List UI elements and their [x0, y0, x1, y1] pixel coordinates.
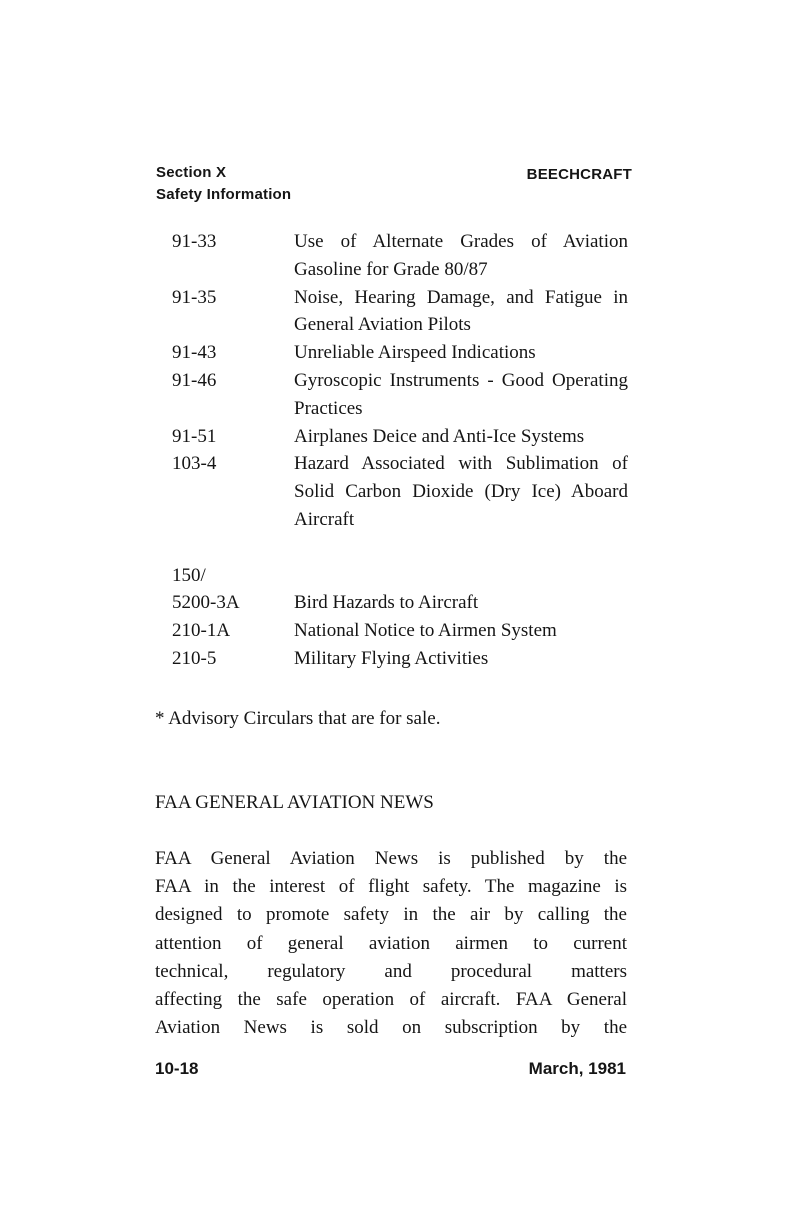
- list-item: [172, 589, 632, 617]
- paragraph-line: technical, regulatory and procedural matters: [155, 960, 627, 982]
- circular-number: 210-1A: [172, 620, 231, 642]
- circular-title: Bird Hazards to Aircraft: [294, 592, 479, 614]
- news-heading: FAA GENERAL AVIATION NEWS: [155, 792, 434, 813]
- paragraph-line: affecting the safe operation of aircraft. FAA General: [155, 989, 627, 1011]
- list-item: [172, 450, 632, 533]
- paragraph-line: designed to promote safety in the air by calling the: [155, 904, 627, 926]
- list-item: [172, 339, 632, 367]
- circular-title: [294, 562, 628, 590]
- list-item: [172, 228, 632, 284]
- footnote: * Advisory Circulars that are for sale.: [155, 708, 441, 729]
- list-item: [172, 562, 632, 590]
- circular-number: 91-46: [172, 369, 217, 391]
- page-number: 10-18: [155, 1059, 199, 1078]
- section-label: Section X: [156, 164, 227, 181]
- circular-title: Military Flying Activities: [294, 647, 489, 669]
- circular-number: 91-51: [172, 425, 217, 447]
- circular-title: Gyroscopic Instruments - Good Operating Practices: [294, 369, 628, 419]
- circular-number: 150/: [172, 564, 206, 586]
- publication-date: March, 1981: [528, 1059, 626, 1078]
- news-paragraph: [155, 845, 627, 1042]
- circular-title: National Notice to Airmen System: [294, 620, 557, 642]
- list-item: [172, 423, 632, 451]
- list-item: [172, 367, 632, 423]
- circular-title: Use of Alternate Grades of Aviation Gasoline for Grade 80/87: [294, 231, 628, 280]
- list-spacer: [172, 534, 632, 562]
- circular-number: 103-4: [172, 453, 217, 475]
- brand-label: BEECHCRAFT: [526, 166, 632, 183]
- circular-number: 91-33: [172, 231, 217, 252]
- list-item: [172, 645, 632, 673]
- list-item: [172, 284, 632, 340]
- list-item: [172, 617, 632, 645]
- paragraph-line: Aviation News is sold on subscription by the: [155, 1017, 627, 1039]
- section-subtitle: Safety Information: [156, 186, 292, 203]
- paragraph-line: FAA in the interest of flight safety. The magazine is: [155, 876, 627, 898]
- paragraph-line: FAA General Aviation News is published by the: [155, 848, 627, 869]
- paragraph-line: attention of general aviation airmen to current: [155, 932, 627, 954]
- circular-number: 91-35: [172, 286, 217, 308]
- circular-number: 91-43: [172, 342, 217, 364]
- advisory-circular-list: [172, 228, 632, 673]
- circular-title: Unreliable Airspeed Indications: [294, 342, 536, 364]
- circular-number: 5200-3A: [172, 592, 240, 614]
- circular-title: Hazard Associated with Sublimation of Solid Carbon Dioxide (Dry Ice) Aboard Aircraft: [294, 453, 628, 530]
- circular-title: Airplanes Deice and Anti-Ice Systems: [294, 425, 585, 447]
- circular-number: 210-5: [172, 647, 217, 669]
- circular-title: Noise, Hearing Damage, and Fatigue in General Aviation Pilots: [294, 286, 628, 336]
